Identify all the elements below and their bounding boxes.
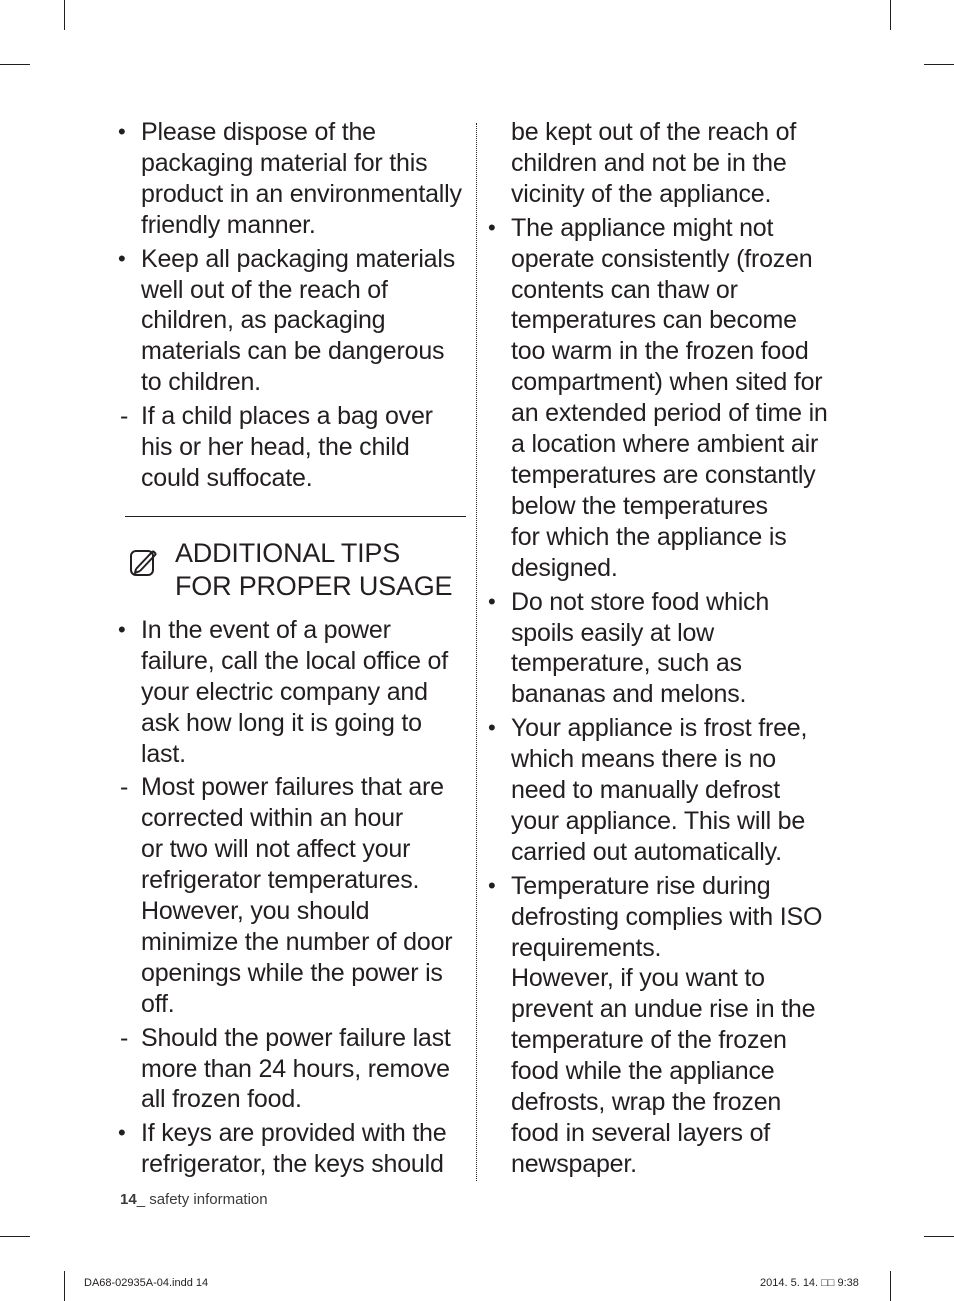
- bullet-marker: •: [488, 872, 496, 898]
- crop-mark: [890, 1271, 891, 1301]
- crop-mark: [924, 1236, 954, 1237]
- text-line: well out of the reach of: [141, 275, 388, 304]
- dash-marker: -: [120, 773, 129, 802]
- text-line: temperatures can become: [511, 306, 797, 335]
- text-line: an extended period of time in: [511, 399, 828, 428]
- bullet-item: [488, 213, 838, 584]
- text-line: need to manually defrost: [511, 776, 780, 805]
- text-line: off.: [141, 989, 175, 1018]
- bullet-marker: •: [118, 245, 126, 271]
- dash-marker: -: [120, 1023, 129, 1052]
- bullet-marker: •: [118, 119, 126, 144]
- section-heading: [118, 537, 466, 603]
- footer-separator: _: [136, 1191, 150, 1208]
- text-line: to children.: [141, 368, 261, 397]
- slug-file: DA68-02935A-04.indd 14: [84, 1277, 209, 1289]
- text-line: product in an environmentally: [141, 179, 462, 208]
- bullet-marker: •: [488, 214, 496, 240]
- text-line: food in several layers of: [511, 1119, 771, 1147]
- text-line: temperature of the frozen: [511, 1026, 787, 1055]
- bullet-item: [118, 244, 466, 399]
- crop-mark: [0, 64, 30, 65]
- bullet-item: [488, 117, 838, 210]
- bullet-item: [118, 117, 466, 241]
- left-column: [118, 117, 466, 1180]
- page-number: 14: [120, 1191, 137, 1208]
- text-line: packaging material for this: [141, 148, 428, 177]
- sub-item: [118, 772, 466, 1019]
- text-line: temperature, such as: [511, 649, 742, 678]
- text-line: minimize the number of door: [141, 927, 453, 956]
- text-line: contents can thaw or: [511, 275, 738, 304]
- text-line: However, you should: [141, 897, 370, 926]
- footer-section-title: safety information: [149, 1191, 268, 1208]
- text-line: Temperature rise during: [511, 871, 771, 900]
- text-line: could suffocate.: [141, 463, 313, 492]
- section-rule: [125, 516, 466, 517]
- text-line: refrigerator, the keys should: [141, 1150, 444, 1179]
- crop-mark: [0, 1236, 30, 1237]
- text-line: which means there is no: [511, 745, 776, 774]
- text-line: defrosts, wrap the frozen: [511, 1088, 782, 1117]
- text-line: bananas and melons.: [511, 680, 747, 709]
- text-line: your electric company and: [141, 677, 428, 706]
- text-line: spoils easily at low: [511, 618, 715, 647]
- text-line: designed.: [511, 553, 618, 582]
- text-line: Should the power failure last: [141, 1023, 451, 1052]
- text-line: If a child places a bag over: [141, 402, 433, 431]
- text-line: last.: [141, 739, 186, 768]
- dash-marker: -: [120, 402, 129, 431]
- bullet-item: [488, 587, 838, 711]
- bullet-marker: •: [488, 715, 496, 741]
- sub-item: [118, 1023, 466, 1116]
- text-line: children and not be in the: [511, 148, 787, 177]
- bullet-item: [118, 1118, 466, 1180]
- text-line: all frozen food.: [141, 1085, 302, 1114]
- text-line: for which the appliance is: [511, 522, 787, 551]
- left-item-list: [118, 117, 466, 494]
- column-divider: [476, 123, 477, 1181]
- text-line: be kept out of the reach of: [511, 118, 797, 146]
- crop-mark: [64, 1271, 65, 1301]
- text-line: corrected within an hour: [141, 804, 404, 833]
- text-line: ask how long it is going to: [141, 708, 422, 737]
- text-line: or two will not affect your: [141, 835, 411, 864]
- text-line: food while the appliance: [511, 1057, 775, 1086]
- page-footer: [120, 1191, 268, 1208]
- text-line: requirements.: [511, 933, 662, 962]
- bullet-marker: •: [118, 1120, 126, 1146]
- text-line: materials can be dangerous: [141, 337, 445, 366]
- text-line: temperatures are constantly: [511, 460, 816, 489]
- text-line: refrigerator temperatures.: [141, 866, 420, 895]
- section-item-list: [118, 615, 466, 1180]
- text-line: carried out automatically.: [511, 837, 782, 866]
- text-line: Do not store food which: [511, 587, 770, 616]
- text-line: vicinity of the appliance.: [511, 179, 772, 208]
- text-line: Most power failures that are: [141, 773, 444, 802]
- text-line: However, if you want to: [511, 964, 765, 993]
- text-line: below the temperatures: [511, 491, 768, 520]
- text-line: newspaper.: [511, 1149, 637, 1178]
- crop-mark: [924, 64, 954, 65]
- note-pencil-icon: [129, 547, 159, 577]
- text-line: friendly manner.: [141, 210, 316, 239]
- text-line: openings while the power is: [141, 958, 443, 987]
- sub-item: [118, 401, 466, 494]
- text-line: your appliance. This will be: [511, 806, 806, 835]
- text-line: his or her head, the child: [141, 433, 410, 462]
- right-item-list: [488, 117, 838, 1180]
- text-line: Your appliance is frost free,: [511, 714, 808, 743]
- slug-date: 2014. 5. 14. □□ 9:38: [760, 1277, 859, 1289]
- text-line: compartment) when sited for: [511, 368, 823, 397]
- text-line: operate consistently (frozen: [511, 244, 813, 273]
- bullet-item: [488, 871, 838, 1180]
- bullet-marker: •: [118, 616, 126, 642]
- text-line: Please dispose of the: [141, 118, 376, 146]
- text-line: children, as packaging: [141, 306, 386, 335]
- text-line: The appliance might not: [511, 213, 774, 242]
- crop-mark: [890, 0, 891, 30]
- section-heading-line: ADDITIONAL TIPS: [175, 537, 401, 568]
- right-column: [488, 117, 838, 1180]
- bullet-item: [118, 615, 466, 770]
- text-line: more than 24 hours, remove: [141, 1054, 450, 1083]
- text-line: If keys are provided with the: [141, 1119, 447, 1148]
- bullet-item: [488, 713, 838, 868]
- text-line: a location where ambient air: [511, 430, 819, 459]
- text-line: defrosting complies with ISO: [511, 902, 823, 931]
- text-line: failure, call the local office of: [141, 646, 448, 675]
- crop-mark: [64, 0, 65, 30]
- text-line: prevent an undue rise in the: [511, 995, 816, 1024]
- text-line: Keep all packaging materials: [141, 244, 456, 273]
- section-heading-line: FOR PROPER USAGE: [175, 570, 453, 601]
- text-line: In the event of a power: [141, 615, 391, 644]
- text-line: too warm in the frozen food: [511, 337, 809, 366]
- bullet-marker: •: [488, 588, 496, 614]
